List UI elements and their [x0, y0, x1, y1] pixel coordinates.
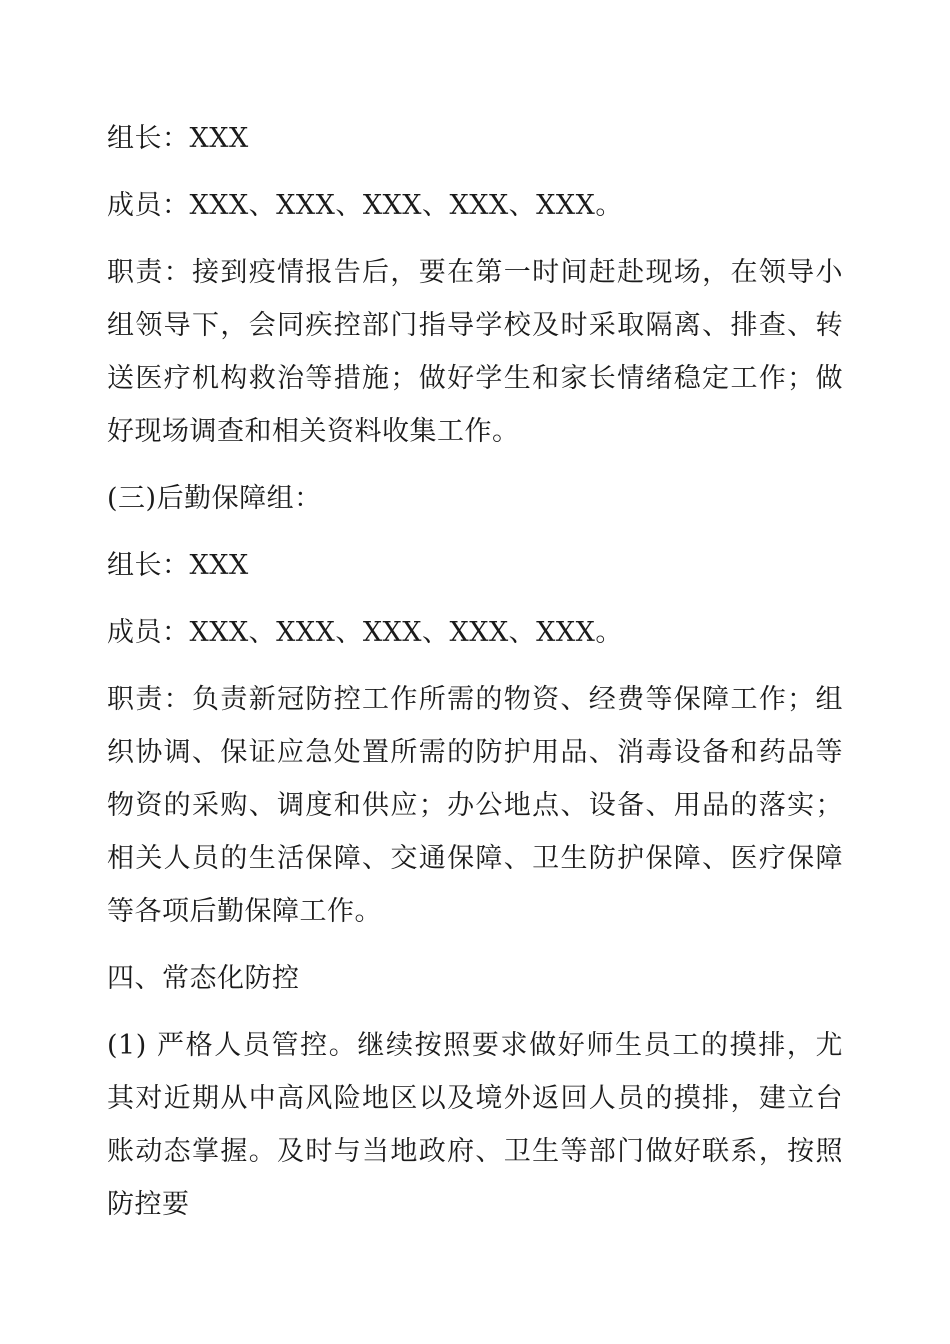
paragraph-duties-2: 职责：负责新冠防控工作所需的物资、经费等保障工作；组织协调、保证应急处置所需的防护用品、消毒设备和药品等物资的采购、调度和供应；办公地点、设备、用品的落实；相关人员的生活保障、交通保障、卫生防护保障、医疗保障等各项后勤保障工作。	[107, 684, 843, 927]
paragraph-members-2: 成员：XXX、XXX、XXX、XXX、XXX。	[107, 617, 623, 648]
paragraph-duties-1: 职责：接到疫情报告后，要在第一时间赶赴现场，在领导小组领导下，会同疾控部门指导学校及时采取隔离、排查、转送医疗机构救治等措施；做好学生和家长情绪稳定工作；做好现场调查和相关资料收集工作。	[107, 257, 843, 447]
section-heading-logistics: (三)后勤保障组：	[107, 483, 322, 514]
paragraph-members-1: 成员：XXX、XXX、XXX、XXX、XXX。	[107, 190, 623, 221]
paragraph-group-leader-1: 组长：XXX	[107, 123, 249, 154]
paragraph-personnel-control: (1) 严格人员管控。继续按照要求做好师生员工的摸排，尤其对近期从中高风险地区以及境外返回人员的摸排，建立台账动态掌握。及时与当地政府、卫生等部门做好联系，按照防控要	[107, 1030, 843, 1220]
section-heading-normalized-prevention: 四、常态化防控	[107, 963, 300, 994]
document-page	[107, 112, 843, 1231]
paragraph-group-leader-2: 组长：XXX	[107, 550, 249, 581]
